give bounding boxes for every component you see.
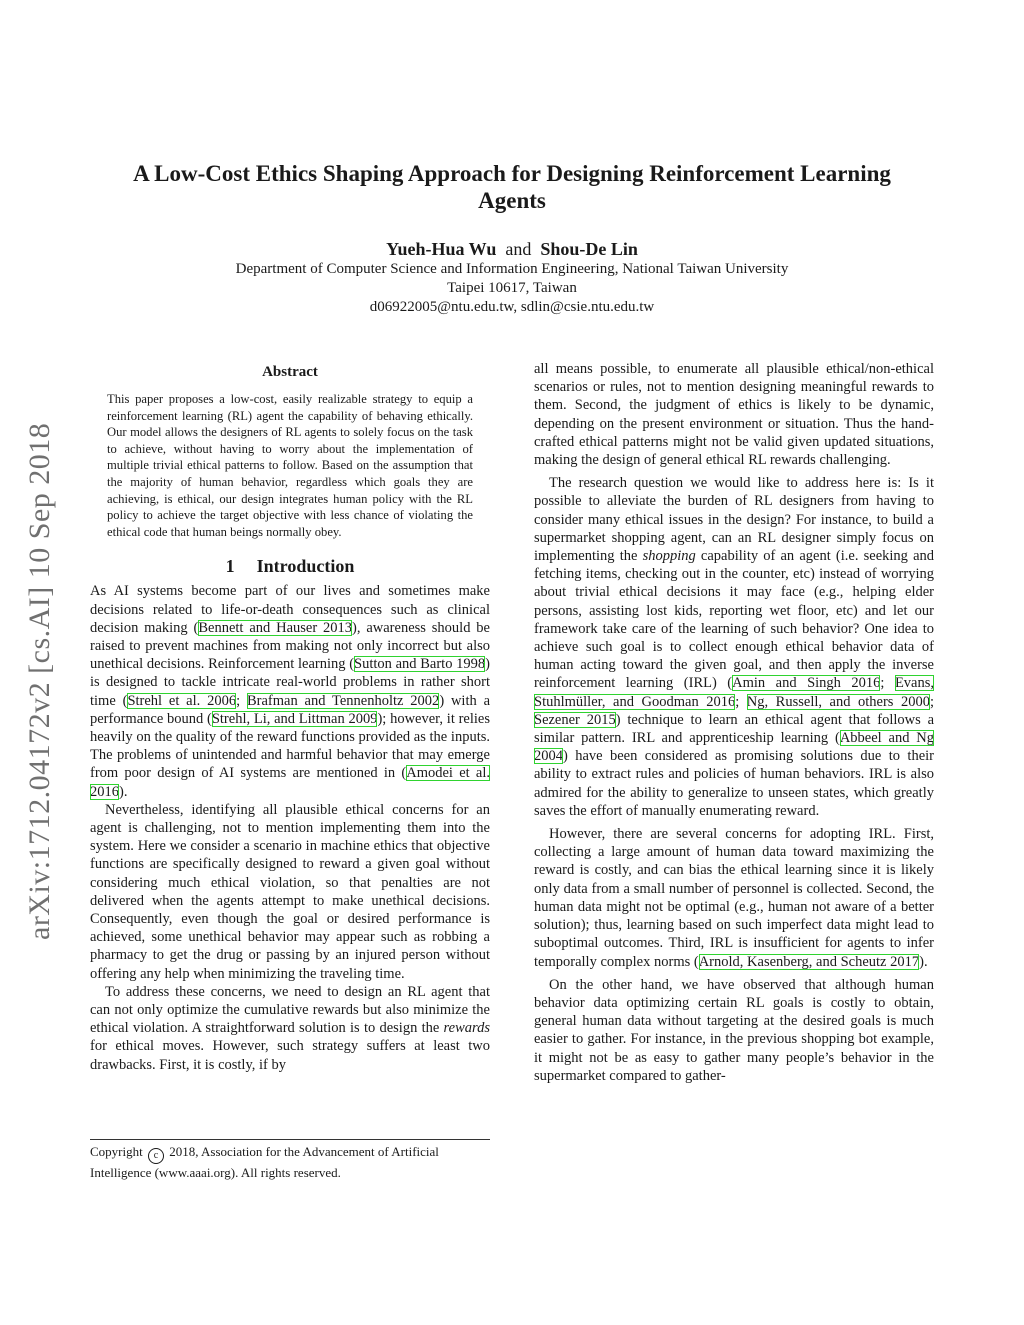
emphasis: rewards <box>443 1020 490 1037</box>
section-number: 1 <box>225 556 235 577</box>
text-run: ; <box>929 693 934 710</box>
section-heading <box>90 555 490 577</box>
citation-link[interactable]: Strehl et al. 2006 <box>127 692 237 709</box>
paper-title <box>100 160 924 214</box>
affiliation-block <box>100 260 924 317</box>
citation-link[interactable]: Ng, Russell, and others 2000 <box>746 693 930 710</box>
text-run: To address these concerns, we need to design an RL agent that can not only optimize the cumulative rewards but also minimize the ethical violation. A straightforward solution is to design the <box>90 983 490 1037</box>
right-paragraph-3 <box>534 825 934 971</box>
abstract-text: This paper proposes a low-cost, easily realizable strategy to equip a reinforcement learning (RL) agent the capability of behaving ethically. Our model allows the designers of RL agents to solely focus on the task to achieve, without having to worry about the implementation of multiple trivial ethical patterns to follow. Based on the assumption that the majority of human behavior, regardless which goals they are achieving, is ethical, our design integrates human policy with the RL policy to achieve the target objective with less chance of violating the ethical code that human beings normally obey. <box>107 392 473 539</box>
citation-link[interactable]: Sezener 2015 <box>534 711 616 728</box>
citation-link[interactable]: Sutton and Barto 1998 <box>354 656 486 673</box>
title-line-1: A Low-Cost Ethics Shaping Approach for Designing Reinforcement Learning <box>133 161 891 186</box>
text-run: ), awareness should be raised to prevent machines from making not only incorrect but also unethical decisions. Reinforcement learning ( <box>90 619 490 673</box>
copyright-label: Copyright <box>90 1144 143 1159</box>
text-run: ; <box>880 675 895 692</box>
text-run: The research question we would like to address here is: Is it possible to alleviate the burden of RL designers from having to consider many ethical issues in the design? For instance, to build a supermarket shopping agent, can an RL designer simply focus on implementing the <box>534 475 934 565</box>
citation-link[interactable]: Amin and Singh 2016 <box>732 675 881 692</box>
text-run: ) with a performance bound ( <box>90 692 491 727</box>
author-name: Shou-De Lin <box>540 239 638 259</box>
intro-paragraph-1 <box>90 582 490 800</box>
citation-link[interactable]: Bennett and Hauser 2013 <box>198 619 353 636</box>
emails: d06922005@ntu.edu.tw, sdlin@csie.ntu.edu.tw <box>369 299 655 315</box>
text-run: capability of an agent (i.e. seeking and fetching items, checking out in the counter, etc) instead of worrying about trivial ethical decisions it may face (e.g., helping elder persons, assisting lost kids, reporting wet floor, etc) and let our framework take care of the learning of such behavior? One idea to achieve such goal is to collect enough ethical behavior data of human acting toward the given goal, and then apply the inverse reinforcement learning (IRL) ( <box>534 548 935 692</box>
author-conjunction: and <box>505 239 532 259</box>
text-run: ); however, it relies heavily on the quality of the reward functions provided as the inputs. The problems of unintended and harmful behavior that may emerge from poor design of AI systems are mentioned in ( <box>90 710 490 782</box>
intro-paragraph-2: Nevertheless, identifying all plausible ethical concerns for an agent is challenging, not to mention implementing them into the system. Here we consider a scenario in machine ethics that objective functions are specifically designed to reward a given goal without considering much ethical violation, so that penalties are not delivered when the agents attempt to make unethical decisions. Consequently, even though the goal or desired performance is achieved, some unethical behavior may appear such as robbing a pharmacy to get the drug or passing by an injured person without offering any help when minimizing the traveling time. <box>90 801 490 982</box>
arxiv-stamp: arXiv:1712.04172v2 [cs.AI] 10 Sep 2018 <box>23 422 56 940</box>
text-run: for ethical moves. However, such strategy suffers at least two drawbacks. First, it is costly, if by <box>90 1038 490 1073</box>
right-paragraph-4: On the other hand, we have observed that although human behavior data optimizing certain RL goals is costly to obtain, general human data without targeting at the desired goals is much easier to gather. For instance, in the previous shopping bot example, it might not be as easy to gather many people’s behavior in the supermarket compared to gather- <box>534 976 934 1084</box>
citation-link[interactable]: Strehl, Li, and Littman 2009 <box>211 710 378 727</box>
citation-link[interactable]: Evans, Stuhlmüller, and Goodman 2016 <box>534 675 935 710</box>
text-run: ). <box>119 783 128 800</box>
text-run: ; <box>236 692 247 709</box>
abstract-heading: Abstract <box>262 364 318 380</box>
affiliation: Department of Computer Science and Information Engineering, National Taiwan University <box>235 261 789 277</box>
text-run: ) technique to learn an ethical agent that follows a similar pattern. IRL and apprenticeship learning ( <box>534 711 935 747</box>
copyright-icon: c <box>148 1148 164 1164</box>
text-run: ; <box>735 693 747 710</box>
citation-link[interactable]: Brafman and Tennenholtz 2002 <box>246 692 440 709</box>
copyright-footnote <box>90 1139 490 1181</box>
text-run: ) is designed to tackle intricate real-world problems in rather short time ( <box>90 656 490 709</box>
section-title: Introduction <box>256 556 355 577</box>
text-run: ). <box>919 953 928 970</box>
left-column <box>90 362 490 1074</box>
copyright-text: 2018, Association for the Advancement of Artificial Intelligence (www.aaai.org). All rights reserved. <box>90 1144 439 1180</box>
text-run: However, there are several concerns for adopting IRL. First, collecting a large amount of human data toward maximizing the reward is costly, and can bias the ethical learning since it is likely only data from a small number of personnel is collected. Second, the human data might not be optimal (e.g., human not aware of a better solution); thus, learning based on such imperfect data might lead to suboptimal outcomes. Third, IRL is insufficient for agents to infer temporally complex norms ( <box>534 826 934 970</box>
right-paragraph-2 <box>534 474 934 820</box>
title-line-2: Agents <box>478 188 546 213</box>
citation-link[interactable]: Arnold, Kasenberg, and Scheutz 2017 <box>698 953 920 970</box>
right-paragraph-1: all means possible, to enumerate all plausible ethical/non-ethical scenarios or rules, not to mention designing meaningful rewards to them. Second, the judgment of ethics is likely to be dynamic, depending on the present environment or situation. Thus the hand-crafted ethical patterns might not be valid given updated situations, making the design of general ethical RL rewards challenging. <box>534 361 934 469</box>
text-run: As AI systems become part of our lives and sometimes make decisions related to life-or-death consequences such as clinical decision making ( <box>90 583 490 636</box>
address: Taipei 10617, Taiwan <box>447 280 577 296</box>
text-run: ) have been considered as promising solutions due to their ability to extract rules and policies of human behaviors. IRL is also admired for the ability to generalize to unseen states, which greatly saves the effort of manually enumerating reward. <box>534 748 934 819</box>
intro-paragraph-3 <box>90 983 490 1074</box>
author-line <box>100 238 924 260</box>
author-name: Yueh-Hua Wu <box>386 239 497 259</box>
citation-link[interactable]: Abbeel and Ng 2004 <box>534 730 935 765</box>
right-column <box>534 360 934 1085</box>
citation-link[interactable]: Amodei et al. 2016 <box>90 765 490 800</box>
emphasis: shopping <box>642 548 696 565</box>
